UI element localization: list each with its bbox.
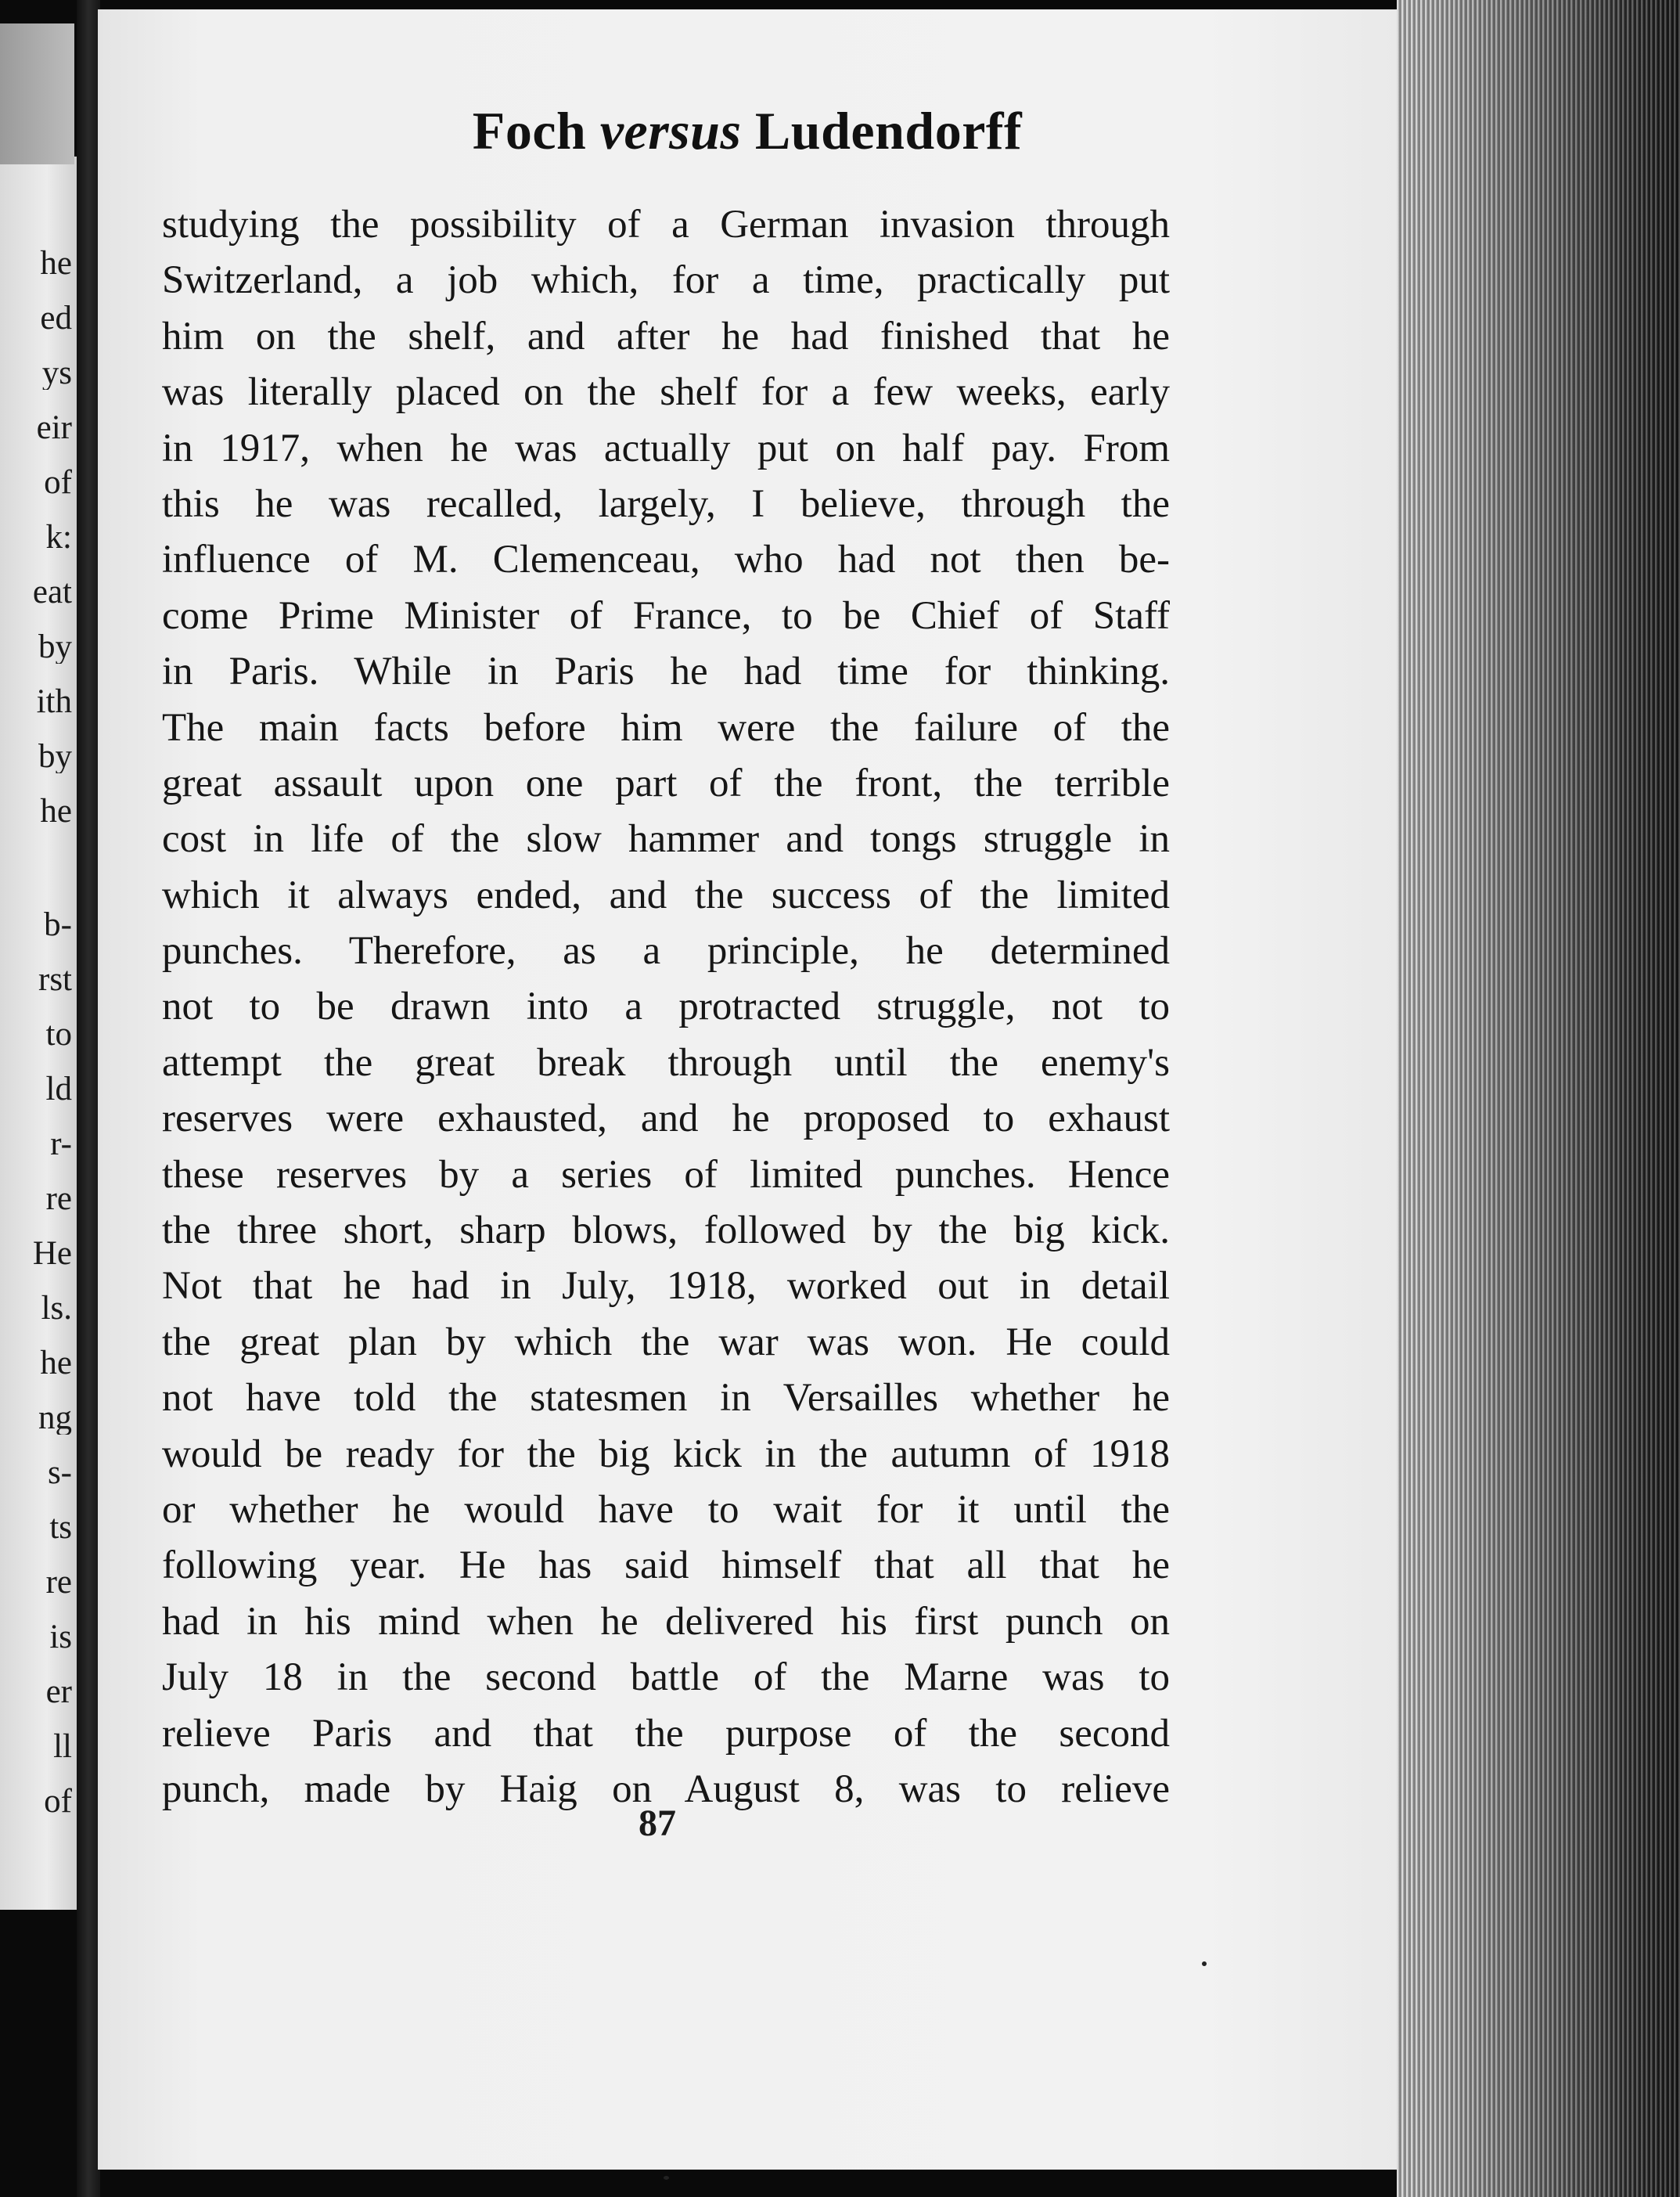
- text-line: was literally placed on the shelf for a few weeks, early: [162, 370, 1170, 415]
- facing-page-fragment-text: rst: [38, 963, 72, 996]
- text-line: these reserves by a series of limited punches. Hence: [162, 1152, 1170, 1197]
- text-line: in 1917, when he was actually put on half pay. From: [162, 426, 1170, 470]
- text-line: attempt the great break through until the enemy's: [162, 1040, 1170, 1085]
- facing-page-fragment-text: er: [45, 1675, 72, 1709]
- facing-page-fragment-text: by: [38, 630, 72, 664]
- text-line: great assault upon one part of the front, the terrible: [162, 761, 1170, 805]
- text-line: not have told the statesmen in Versailles whether he: [162, 1376, 1170, 1421]
- text-line: Switzerland, a job which, for a time, practically put: [162, 258, 1170, 303]
- text-line: in Paris. While in Paris he had time for thinking.: [162, 650, 1170, 694]
- facing-page-fragment-text: he: [40, 1346, 72, 1380]
- facing-page-fragment-text: re: [45, 1182, 72, 1216]
- facing-page-fragment-text: by: [38, 740, 72, 773]
- facing-page-fragment-text: to: [45, 1017, 72, 1051]
- text-line: following year. He has said himself that all that he: [162, 1543, 1170, 1588]
- text-line: would be ready for the big kick in the autumn of 1918: [162, 1432, 1170, 1476]
- text-line: relieve Paris and that the purpose of the second: [162, 1711, 1170, 1756]
- facing-page-fragment-text: r-: [50, 1127, 72, 1161]
- running-head: [98, 100, 1397, 162]
- text-line: which it always ended, and the success of the limited: [162, 873, 1170, 917]
- facing-page-fragment-text: ls.: [41, 1291, 72, 1325]
- text-line: punches. Therefore, as a principle, he determined: [162, 929, 1170, 974]
- facing-page-fragment-text: is: [49, 1620, 72, 1654]
- text-line: had in his mind when he delivered his first punch on: [162, 1599, 1170, 1644]
- text-line: the three short, sharp blows, followed by the big kick.: [162, 1208, 1170, 1253]
- facing-page-fragment-text: ed: [40, 301, 72, 335]
- text-line: this he was recalled, largely, I believe, through the: [162, 481, 1170, 526]
- facing-page-fragment-text: ith: [36, 685, 72, 719]
- text-line: The main facts before him were the failure of the: [162, 705, 1170, 750]
- facing-page-fragment-text: s-: [47, 1456, 72, 1489]
- text-line: influence of M. Clemenceau, who had not then be-: [162, 538, 1170, 582]
- facing-page-fragment-text: k:: [45, 520, 72, 554]
- facing-page-fragment-text: ts: [49, 1511, 72, 1544]
- facing-page-fragment-text: ld: [45, 1072, 72, 1106]
- facing-page-fragment-text: he: [40, 794, 72, 828]
- facing-page-fragment-text: eir: [36, 411, 72, 445]
- facing-page-fragment-text: ng: [38, 1401, 72, 1435]
- text-line: cost in life of the slow hammer and tongs struggle in: [162, 817, 1170, 862]
- facing-page-fragment-text: of: [44, 466, 72, 499]
- facing-page-fragment-text: re: [45, 1565, 72, 1599]
- text-line: not to be drawn into a protracted struggle, not to: [162, 985, 1170, 1029]
- page-number: 87: [639, 1803, 676, 1844]
- facing-page-fragment-text: ll: [53, 1730, 72, 1763]
- facing-page-fragment-text: of: [44, 1785, 72, 1818]
- facing-page-fragment-text: ys: [41, 356, 72, 390]
- dust-speck: [1202, 1961, 1207, 1966]
- text-line: the great plan by which the war was won. He could: [162, 1320, 1170, 1364]
- running-head-title-1: Foch: [472, 101, 587, 160]
- text-line: punch, made by Haig on August 8, was to relieve: [162, 1767, 1170, 1811]
- text-line: come Prime Minister of France, to be Chief of Staff: [162, 593, 1170, 638]
- text-line: studying the possibility of a German invasion through: [162, 203, 1170, 247]
- facing-page-fragment-text: He: [32, 1237, 72, 1270]
- dust-speck: [664, 2176, 669, 2180]
- text-line: reserves were exhausted, and he proposed to exhaust: [162, 1097, 1170, 1141]
- facing-page-fragment-text: b-: [44, 908, 72, 942]
- facing-page-fragment-text: he: [40, 247, 72, 280]
- body-text: [162, 197, 1170, 1817]
- facing-page-fragment-text: eat: [32, 575, 72, 609]
- text-line: or whether he would have to wait for it until the: [162, 1487, 1170, 1532]
- facing-page-top-edge: [0, 23, 74, 164]
- text-line: him on the shelf, and after he had finished that he: [162, 314, 1170, 358]
- book-fore-edge: [1397, 0, 1680, 2197]
- text-line: Not that he had in July, 1918, worked out in detail: [162, 1264, 1170, 1309]
- running-head-title-2: Ludendorff: [754, 101, 1023, 160]
- text-line: July 18 in the second battle of the Marne was to: [162, 1655, 1170, 1700]
- book-gutter: [77, 0, 100, 2197]
- running-head-versus: versus: [599, 101, 742, 160]
